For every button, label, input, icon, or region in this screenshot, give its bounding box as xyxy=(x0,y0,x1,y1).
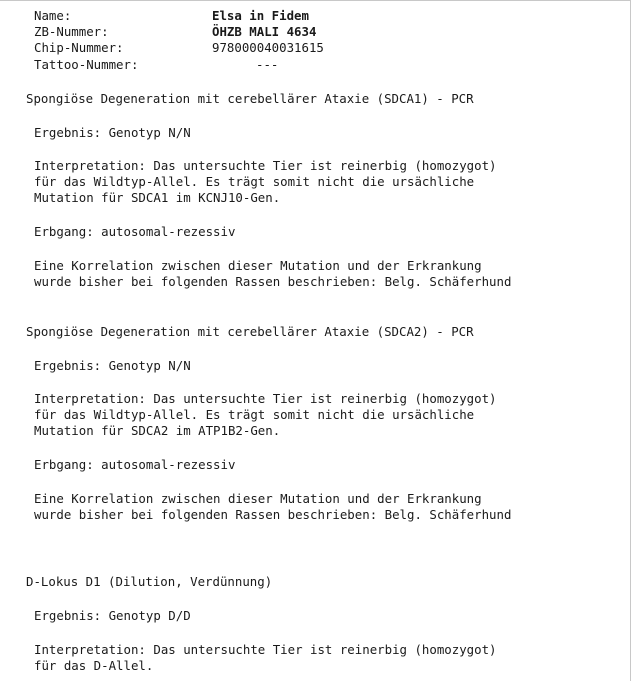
zb-number-value: ÖHZB MALI 4634 xyxy=(212,24,317,39)
section-title-d-locus: D-Lokus D1 (Dilution, Verdünnung) xyxy=(26,574,273,589)
inheritance-sdca1: Erbgang: autosomal-rezessiv xyxy=(34,224,236,239)
correlation-line: wurde bisher bei folgenden Rassen beschrieben: Belg. Schäferhund xyxy=(34,507,512,522)
correlation-line: wurde bisher bei folgenden Rassen beschrieben: Belg. Schäferhund xyxy=(34,274,512,289)
interpretation-line: Mutation für SDCA2 im ATP1B2-Gen. xyxy=(34,423,281,438)
name-label: Name: xyxy=(34,8,72,23)
interpretation-line: Mutation für SDCA1 im KCNJ10-Gen. xyxy=(34,190,281,205)
interpretation-line: Interpretation: Das untersuchte Tier ist reinerbig (homozygot) xyxy=(34,391,497,406)
correlation-line: Eine Korrelation zwischen dieser Mutation und der Erkrankung xyxy=(34,491,482,506)
interpretation-line: für das Wildtyp-Allel. Es trägt somit nicht die ursächliche xyxy=(34,174,475,189)
interpretation-line: für das D-Allel. xyxy=(34,658,154,673)
result-sdca1: Ergebnis: Genotyp N/N xyxy=(34,125,191,140)
interpretation-line: für das Wildtyp-Allel. Es trägt somit nicht die ursächliche xyxy=(34,407,475,422)
section-title-sdca2: Spongiöse Degeneration mit cerebellärer Ataxie (SDCA2) - PCR xyxy=(26,324,474,339)
interpretation-line: Interpretation: Das untersuchte Tier ist reinerbig (homozygot) xyxy=(34,158,497,173)
inheritance-sdca2: Erbgang: autosomal-rezessiv xyxy=(34,457,236,472)
tattoo-number-label: Tattoo-Nummer: xyxy=(34,57,139,72)
result-sdca2: Ergebnis: Genotyp N/N xyxy=(34,358,191,373)
section-title-sdca1: Spongiöse Degeneration mit cerebellärer Ataxie (SDCA1) - PCR xyxy=(26,91,474,106)
name-value: Elsa in Fidem xyxy=(212,8,309,23)
interpretation-line: Interpretation: Das untersuchte Tier ist reinerbig (homozygot) xyxy=(34,642,497,657)
result-d-locus: Ergebnis: Genotyp D/D xyxy=(34,608,191,623)
chip-number-label: Chip-Nummer: xyxy=(34,40,124,55)
zb-number-label: ZB-Nummer: xyxy=(34,24,109,39)
tattoo-number-value: --- xyxy=(256,57,279,72)
correlation-line: Eine Korrelation zwischen dieser Mutation und der Erkrankung xyxy=(34,258,482,273)
chip-number-value: 978000040031615 xyxy=(212,40,324,55)
